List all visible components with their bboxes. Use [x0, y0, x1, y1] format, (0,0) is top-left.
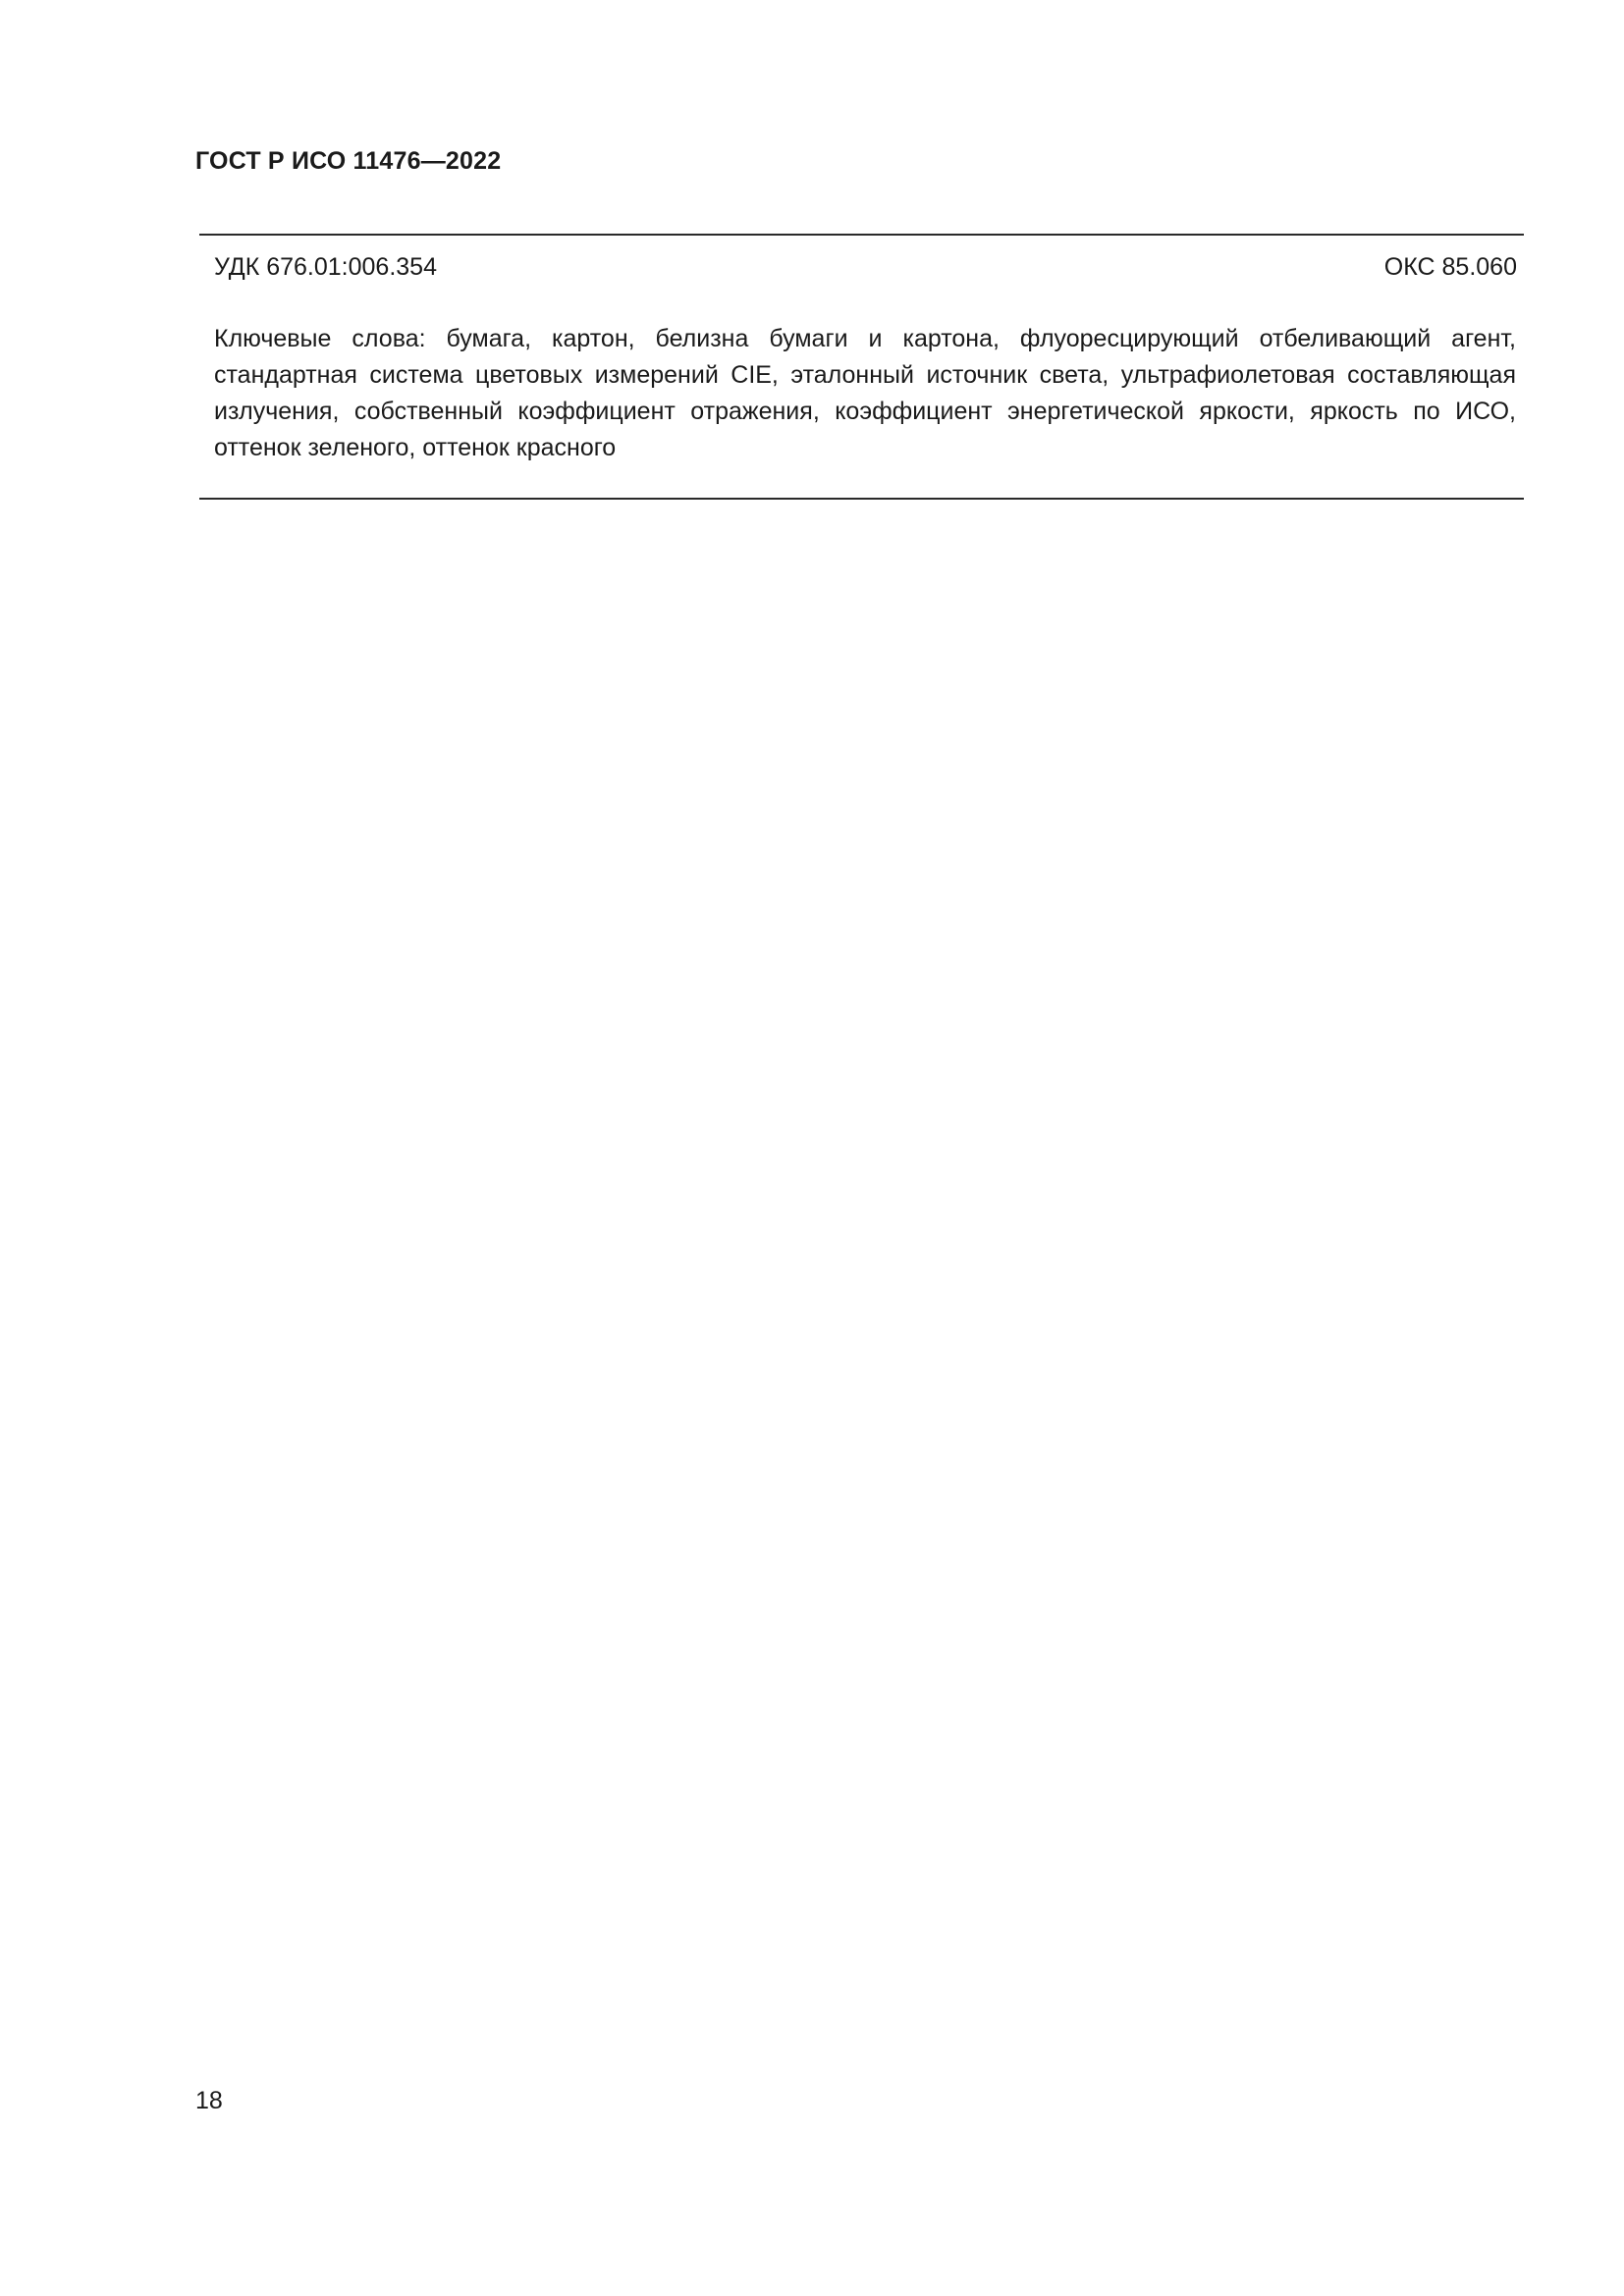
- top-divider: [199, 234, 1524, 236]
- document-header: ГОСТ Р ИСО 11476—2022: [195, 147, 502, 175]
- keywords-paragraph: Ключевые слова: бумага, картон, белизна бумаги и картона, флуоресцирующий отбеливающий агент, стандартная система цветовых измерений CIE, эталонный источник света, ультрафиолетовая составляющая излучения, собственный коэффициент отражения, коэффициент энергетической яркости, яркость по ИСО, оттенок зеленого, оттенок красного: [214, 325, 1516, 461]
- oks-code: ОКС 85.060: [1383, 253, 1517, 281]
- udc-code: УДК 676.01:006.354: [214, 253, 437, 281]
- classification-row: [214, 253, 1517, 282]
- bottom-divider: [199, 498, 1524, 500]
- page-number: 18: [195, 2087, 223, 2114]
